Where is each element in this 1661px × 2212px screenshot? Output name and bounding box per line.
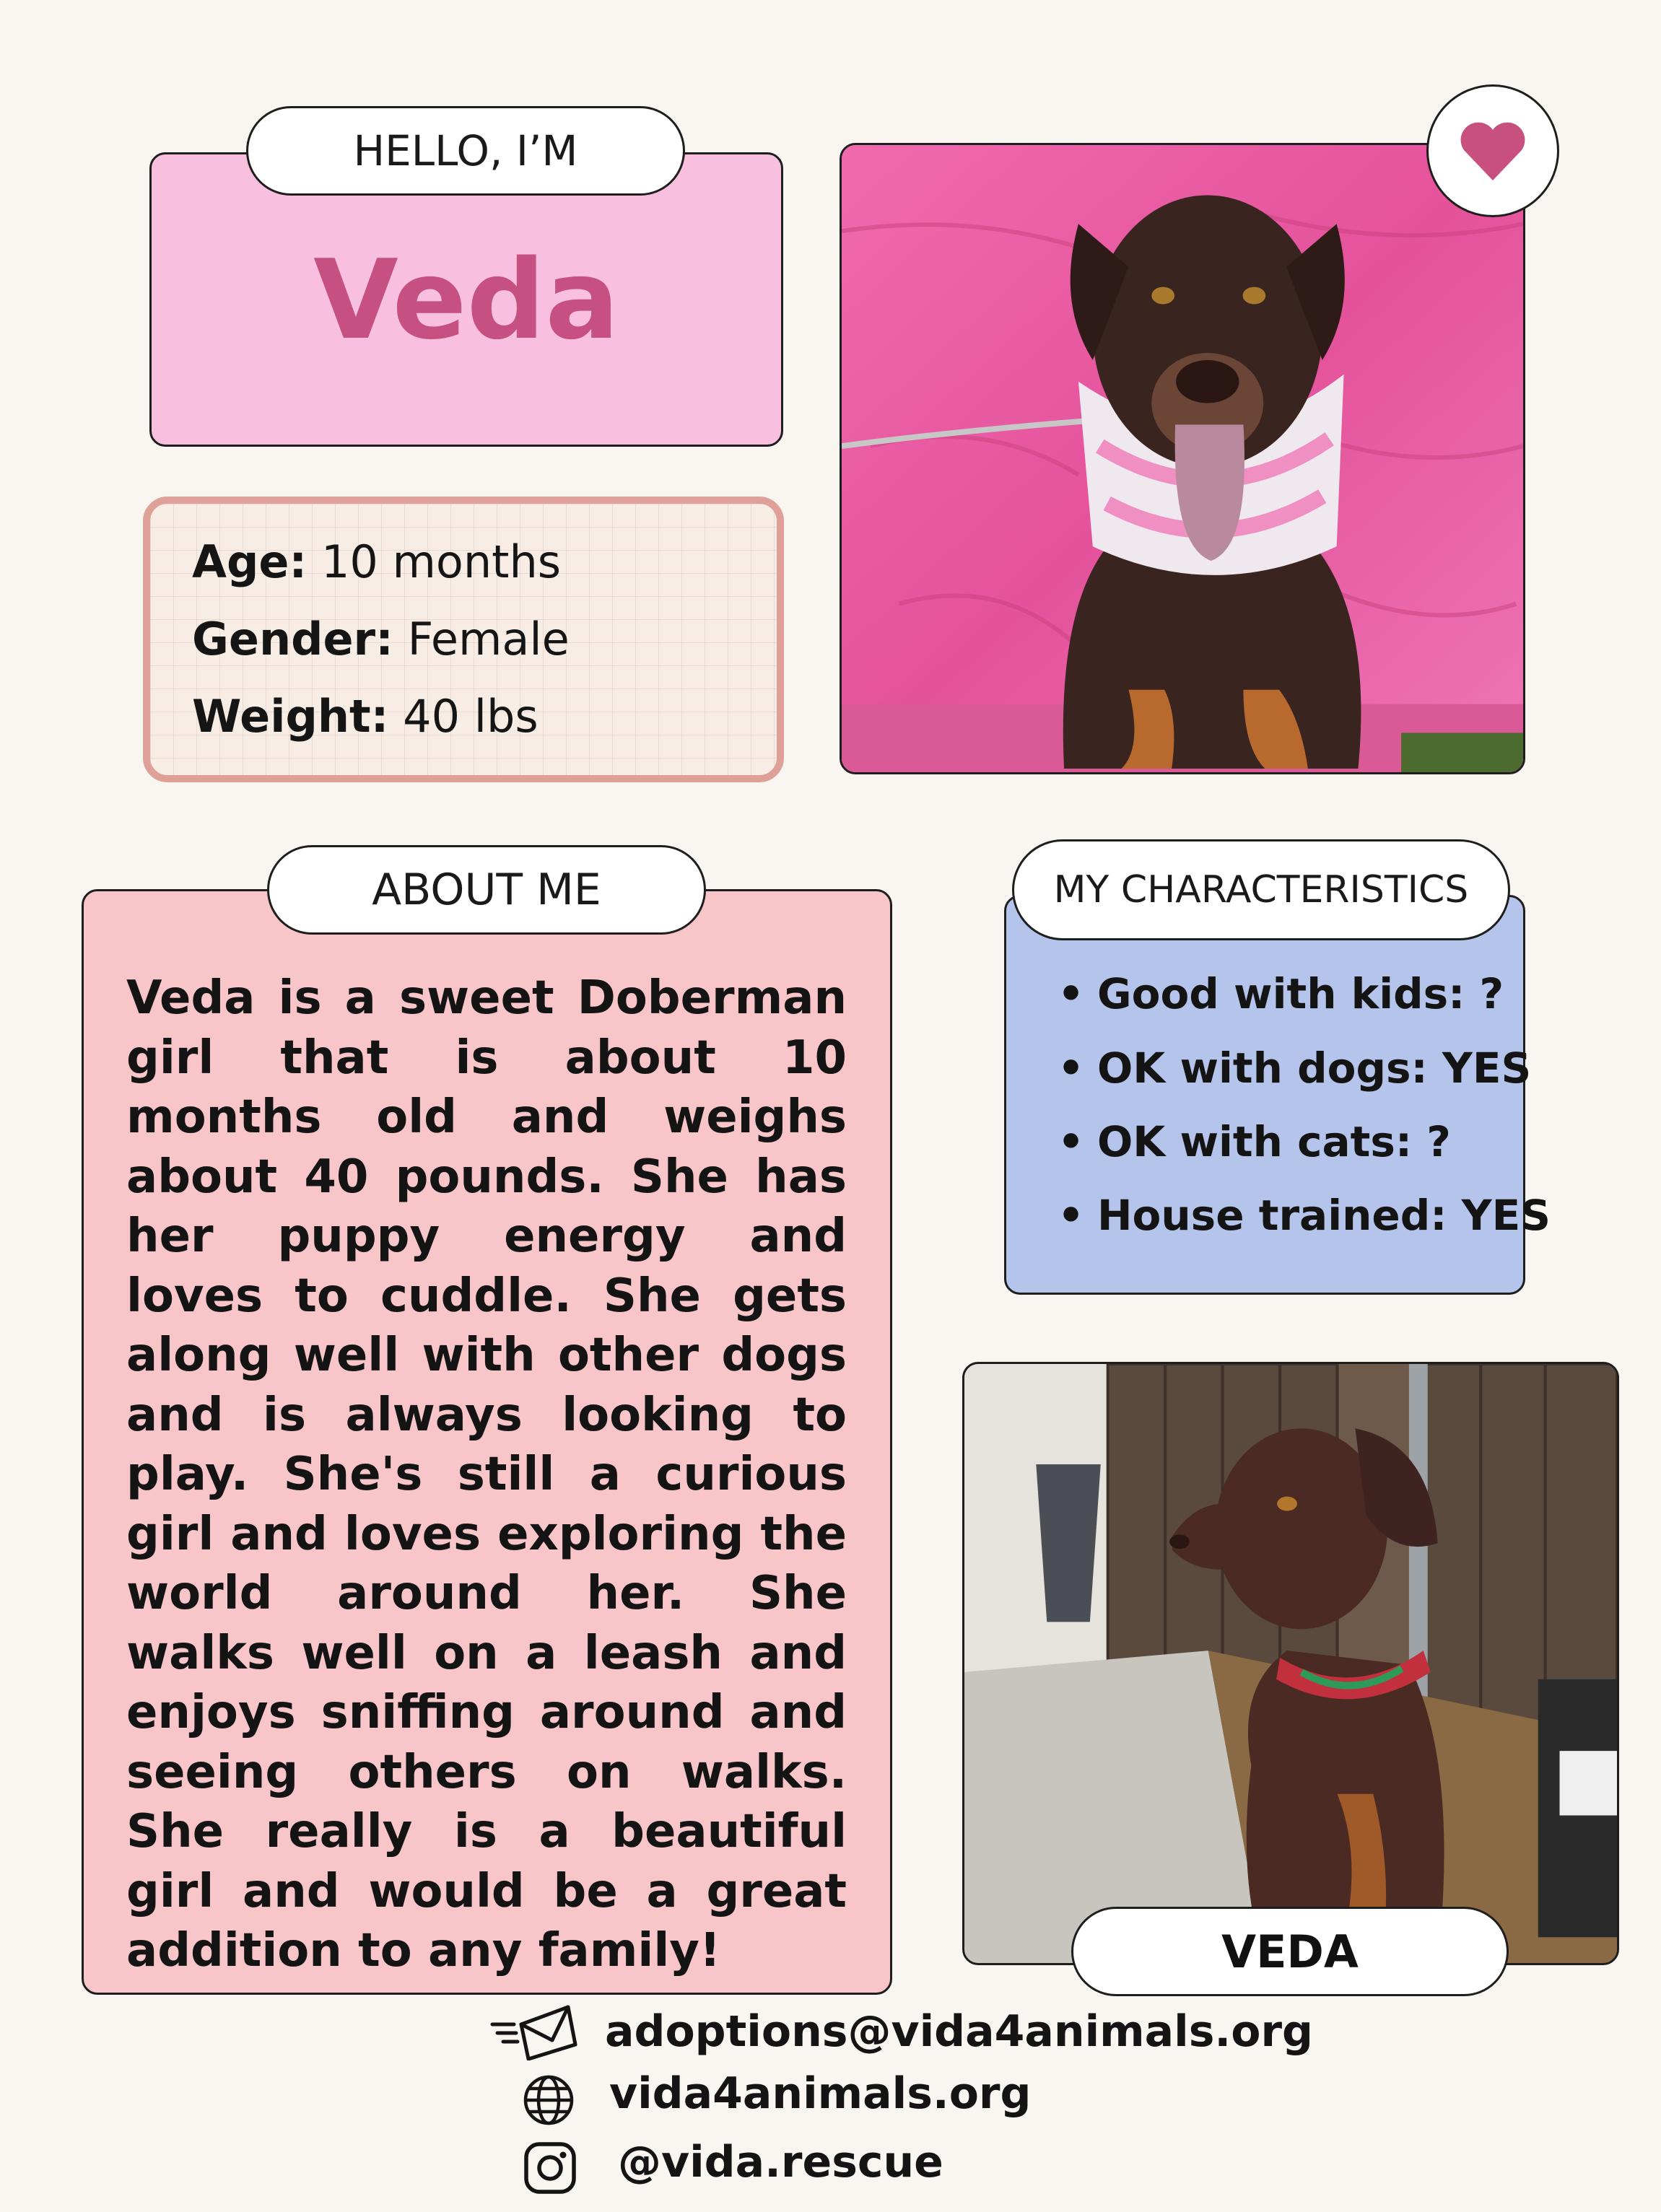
stat-label: Weight:: [192, 690, 389, 743]
bullet-icon: •: [1058, 1117, 1085, 1166]
stat-label: Age:: [192, 535, 308, 588]
about-heading: ABOUT ME: [267, 845, 706, 935]
dog-yard-image: [964, 1364, 1617, 1963]
characteristic-text: OK with dogs: YES: [1097, 1044, 1532, 1093]
bullet-icon: •: [1058, 1044, 1085, 1093]
about-description: Veda is a sweet Doberman girl that is about 10 months old and weighs about 40 pounds. She has her puppy energy and loves to cuddle. She gets along well with other dogs and is always looking to play. She's still a curious girl and loves exploring the world around her. She walks well on a leash and enjoys sniffing around and seeing others on walks. She really is a beautiful girl and would be a great addition to any family!: [126, 971, 847, 1977]
stat-gender: [192, 613, 570, 665]
bullet-icon: •: [1058, 969, 1085, 1018]
characteristic-item: [1058, 1191, 1551, 1240]
characteristic-item: [1058, 1117, 1451, 1166]
greeting-label: HELLO, I’M: [246, 106, 685, 196]
characteristic-item: [1058, 1044, 1531, 1093]
contact-website[interactable]: vida4animals.org: [609, 2068, 1032, 2119]
dog-photo-portrait: [840, 143, 1525, 774]
characteristics-heading: MY CHARACTERISTICS: [1012, 839, 1510, 940]
contact-email[interactable]: adoptions@vida4animals.org: [605, 2006, 1313, 2057]
stat-value: 10 months: [321, 535, 562, 588]
envelope-icon: [489, 2003, 579, 2060]
contact-instagram[interactable]: @vida.rescue: [618, 2137, 943, 2187]
stat-value: Female: [407, 613, 570, 665]
stat-weight: [192, 690, 539, 743]
stat-age: [192, 535, 561, 588]
dog-photo-yard: [962, 1362, 1619, 1965]
characteristic-text: Good with kids: ?: [1097, 969, 1504, 1018]
stat-label: Gender:: [192, 613, 393, 665]
dog-portrait-image: [842, 145, 1523, 772]
favorite-badge[interactable]: [1426, 84, 1559, 217]
characteristic-text: House trained: YES: [1097, 1191, 1551, 1240]
dog-name: Veda: [313, 236, 619, 364]
heart-icon: [1458, 120, 1527, 182]
photo-caption: VEDA: [1071, 1907, 1509, 1996]
instagram-icon: [523, 2141, 577, 2195]
bullet-icon: •: [1058, 1191, 1085, 1240]
characteristic-item: [1058, 969, 1504, 1018]
globe-icon: [522, 2073, 575, 2127]
characteristic-text: OK with cats: ?: [1097, 1117, 1451, 1166]
stat-value: 40 lbs: [403, 690, 539, 743]
